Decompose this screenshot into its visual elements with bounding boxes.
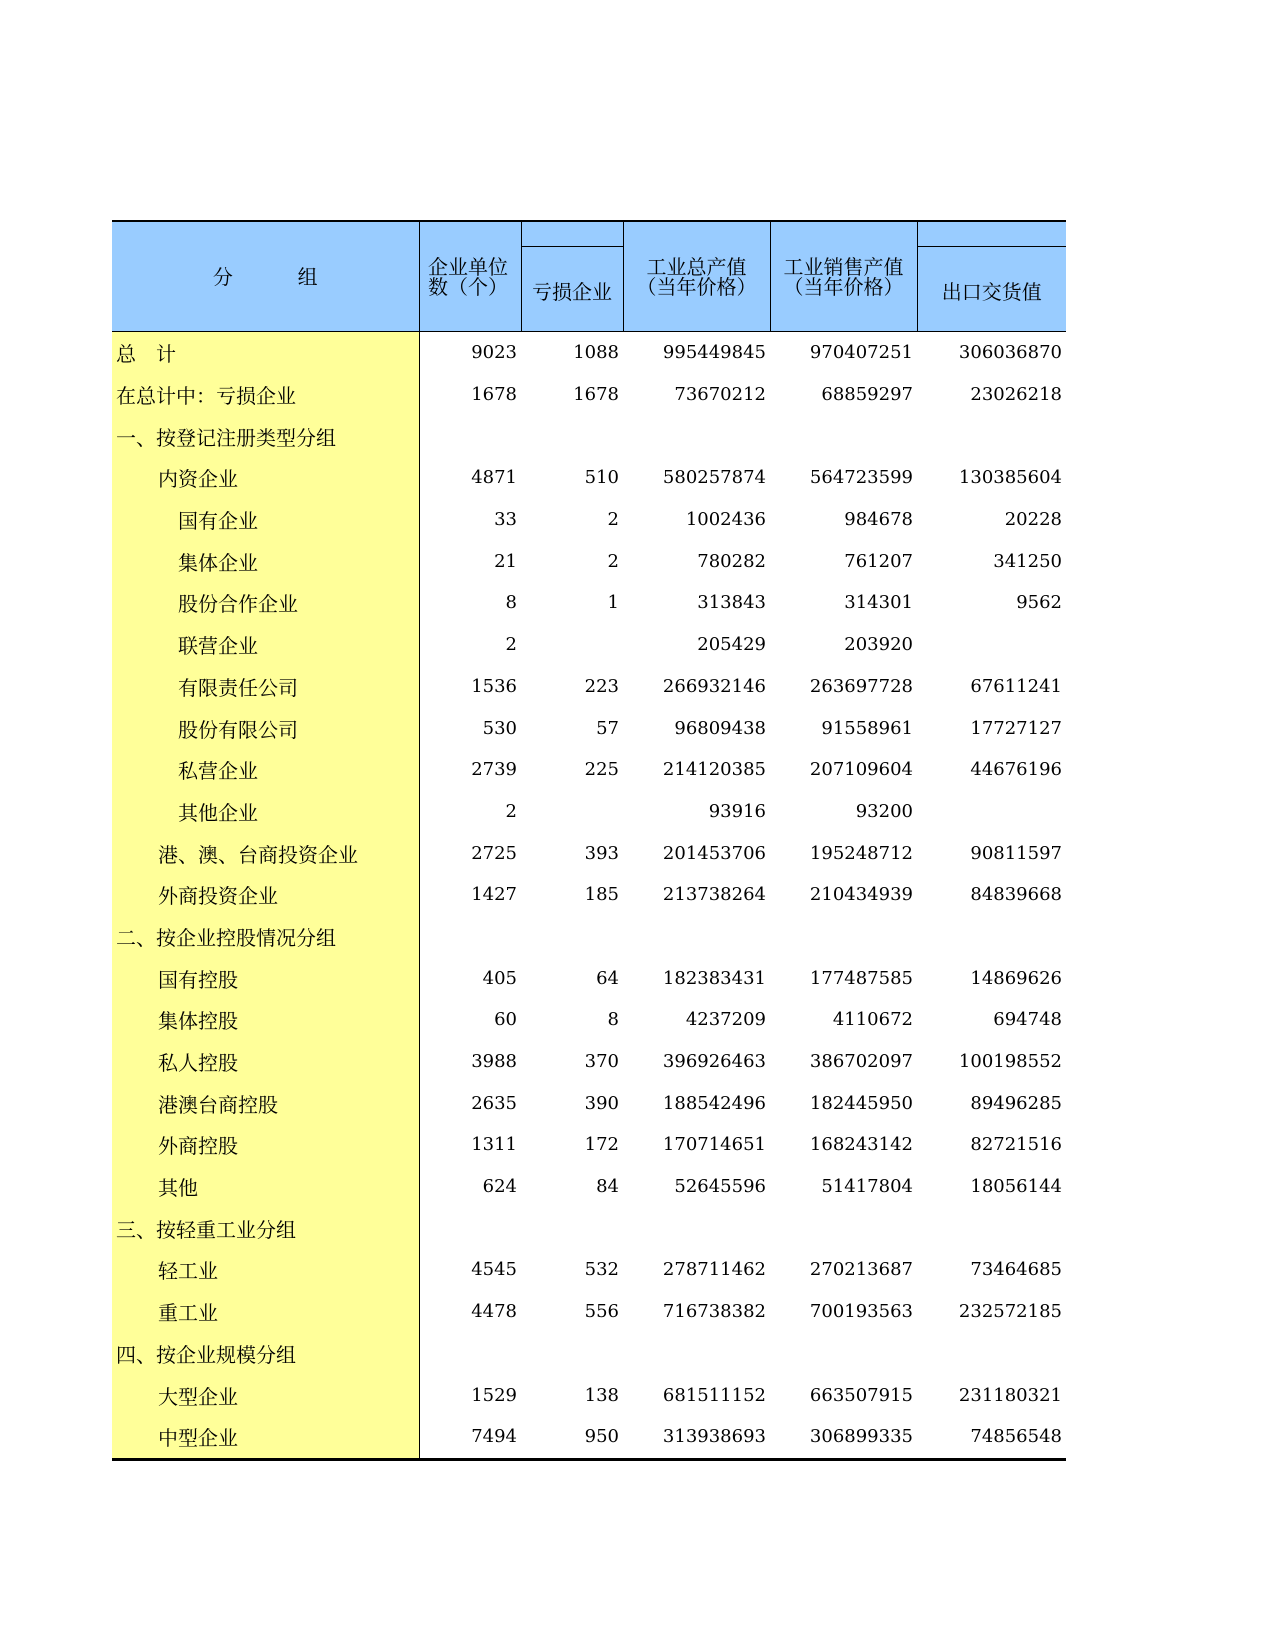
loss-enterprise-header: 亏损企业 (521, 247, 623, 332)
statistics-table (112, 220, 1066, 1461)
table-row (112, 374, 1066, 416)
row-value-col5: 100198552 (958, 1051, 1062, 1073)
enterprise-count-header (419, 221, 521, 332)
row-value-col2: 64 (596, 967, 619, 989)
row-value-col2: 510 (584, 467, 619, 489)
row-label: 其他 (112, 1166, 419, 1208)
row-value-col1: 1529 (471, 1384, 517, 1406)
row-value-col3: 205429 (697, 634, 766, 656)
row-value-col4 (770, 415, 917, 457)
table-row (112, 957, 1066, 999)
row-value-col4: 93200 (855, 800, 913, 822)
row-value-col3: 396926463 (662, 1051, 766, 1073)
row-value-col2: 1 (607, 592, 619, 614)
row-label: 一、按登记注册类型分组 (112, 415, 419, 457)
table-body (112, 332, 1066, 1460)
row-value-col1: 530 (482, 717, 517, 739)
row-value-col2: 2 (607, 509, 619, 531)
row-value-col3: 52645596 (674, 1176, 766, 1198)
row-value-col4: 386702097 (809, 1051, 913, 1073)
row-value-col3: 201453706 (662, 842, 766, 864)
row-value-col4 (770, 1333, 917, 1375)
table-row (112, 1041, 1066, 1083)
row-value-col2: 370 (584, 1051, 619, 1073)
row-value-col4: 182445950 (809, 1092, 913, 1114)
row-value-col3: 73670212 (674, 384, 766, 406)
table-row (112, 916, 1066, 958)
row-value-col4 (770, 916, 917, 958)
header-spacer (521, 221, 623, 247)
row-value-col4: 207109604 (809, 759, 913, 781)
row-value-col1 (419, 1207, 521, 1249)
row-value-col4: 51417804 (821, 1176, 913, 1198)
row-value-col2: 223 (584, 675, 619, 697)
table-row (112, 832, 1066, 874)
row-label: 中型企业 (112, 1416, 419, 1459)
table-row (112, 1124, 1066, 1166)
row-label: 股份合作企业 (112, 582, 419, 624)
row-value-col3 (623, 415, 770, 457)
row-value-col2 (521, 1207, 623, 1249)
row-label: 三、按轻重工业分组 (112, 1207, 419, 1249)
row-value-col2: 393 (584, 842, 619, 864)
row-value-col2 (521, 916, 623, 958)
row-value-col3: 278711462 (662, 1259, 766, 1281)
row-value-col4: 970407251 (809, 342, 913, 364)
row-value-col2: 185 (584, 884, 619, 906)
row-value-col5: 84839668 (970, 884, 1062, 906)
row-value-col3: 213738264 (662, 884, 766, 906)
sales-output-header-text: 工业销售产值（当年价格） (783, 254, 904, 299)
row-value-col5 (917, 791, 1066, 833)
table-row (112, 457, 1066, 499)
row-value-col1 (419, 916, 521, 958)
row-value-col5 (917, 624, 1066, 666)
row-value-col5: 306036870 (958, 342, 1062, 364)
row-value-col3: 188542496 (662, 1092, 766, 1114)
row-label: 私人控股 (112, 1041, 419, 1083)
row-value-col5 (917, 1207, 1066, 1249)
sales-output-header (770, 221, 917, 332)
row-value-col5: 341250 (993, 550, 1062, 572)
row-value-col5: 74856548 (917, 1416, 1066, 1459)
row-value-col1: 4545 (471, 1259, 517, 1281)
table-row (112, 1082, 1066, 1124)
row-value-col2: 172 (584, 1134, 619, 1156)
row-label: 有限责任公司 (112, 666, 419, 708)
row-value-col5: 14869626 (970, 967, 1062, 989)
table-row (112, 1249, 1066, 1291)
row-value-col2 (521, 415, 623, 457)
row-value-col2: 390 (584, 1092, 619, 1114)
table-row (112, 749, 1066, 791)
row-value-col4: 270213687 (809, 1259, 913, 1281)
row-value-col3: 580257874 (662, 467, 766, 489)
row-label: 其他企业 (112, 791, 419, 833)
group-header-char-2: 组 (297, 264, 318, 289)
row-value-col4: 168243142 (809, 1134, 913, 1156)
row-value-col1: 33 (494, 509, 517, 531)
row-value-col3 (623, 1207, 770, 1249)
enterprise-count-header-text: 企业单位数（个） (428, 254, 508, 299)
row-value-col5 (917, 415, 1066, 457)
row-value-col5 (917, 916, 1066, 958)
row-value-col1: 2725 (471, 842, 517, 864)
row-value-col4: 210434939 (809, 884, 913, 906)
row-value-col4: 68859297 (821, 384, 913, 406)
row-value-col3 (623, 1333, 770, 1375)
row-value-col5: 130385604 (958, 467, 1062, 489)
row-value-col1: 405 (482, 967, 517, 989)
row-value-col1: 624 (482, 1176, 517, 1198)
row-value-col5: 20228 (1004, 509, 1062, 531)
table-row (112, 874, 1066, 916)
row-value-col4: 4110672 (832, 1009, 913, 1031)
row-value-col3: 313843 (697, 592, 766, 614)
row-label: 在总计中：亏损企业 (112, 374, 419, 416)
header-spacer-2 (917, 221, 1066, 247)
row-label: 轻工业 (112, 1249, 419, 1291)
row-value-col5: 231180321 (958, 1384, 1062, 1406)
row-label: 集体企业 (112, 540, 419, 582)
row-label: 联营企业 (112, 624, 419, 666)
row-value-col2: 138 (584, 1384, 619, 1406)
row-value-col1: 2 (505, 800, 517, 822)
row-value-col3: 182383431 (662, 967, 766, 989)
row-value-col1 (419, 1333, 521, 1375)
table-row (112, 415, 1066, 457)
gross-output-header-text: 工业总产值（当年价格） (636, 254, 757, 299)
row-value-col4: 700193563 (809, 1301, 913, 1323)
row-value-col5: 9562 (1016, 592, 1062, 614)
row-value-col5: 82721516 (970, 1134, 1062, 1156)
row-value-col3: 681511152 (662, 1384, 766, 1406)
row-value-col1: 21 (494, 550, 517, 572)
row-value-col2 (521, 791, 623, 833)
group-header-char-1: 分 (212, 264, 233, 289)
table-row (112, 666, 1066, 708)
row-label: 外商控股 (112, 1124, 419, 1166)
row-value-col1 (419, 415, 521, 457)
row-label: 私营企业 (112, 749, 419, 791)
row-value-col4: 177487585 (809, 967, 913, 989)
row-value-col4: 663507915 (809, 1384, 913, 1406)
row-value-col5 (917, 1333, 1066, 1375)
row-value-col4: 195248712 (809, 842, 913, 864)
row-value-col2: 532 (584, 1259, 619, 1281)
table-row (112, 540, 1066, 582)
table-row (112, 707, 1066, 749)
row-value-col4 (770, 1207, 917, 1249)
row-label: 股份有限公司 (112, 707, 419, 749)
row-value-col1: 3988 (471, 1051, 517, 1073)
row-value-col2: 84 (596, 1176, 619, 1198)
row-value-col1: 4871 (471, 467, 517, 489)
row-value-col3: 170714651 (662, 1134, 766, 1156)
row-label: 国有企业 (112, 499, 419, 541)
row-value-col2: 225 (584, 759, 619, 781)
row-value-col1: 4478 (471, 1301, 517, 1323)
row-value-col4: 263697728 (809, 675, 913, 697)
row-value-col1: 1678 (471, 384, 517, 406)
table-row (112, 582, 1066, 624)
row-value-col5: 18056144 (970, 1176, 1062, 1198)
row-value-col1: 9023 (471, 342, 517, 364)
row-value-col4: 306899335 (770, 1416, 917, 1459)
export-value-header: 出口交货值 (917, 247, 1066, 332)
row-value-col3: 313938693 (623, 1416, 770, 1459)
row-label: 二、按企业控股情况分组 (112, 916, 419, 958)
row-value-col4: 314301 (844, 592, 913, 614)
row-value-col1: 1536 (471, 675, 517, 697)
row-value-col1: 1311 (471, 1134, 517, 1156)
row-value-col5: 17727127 (970, 717, 1062, 739)
row-label: 国有控股 (112, 957, 419, 999)
row-label: 港、澳、台商投资企业 (112, 832, 419, 874)
row-value-col3: 214120385 (662, 759, 766, 781)
table-row (112, 499, 1066, 541)
statistics-table-sheet (112, 220, 1066, 1461)
table-row (112, 1166, 1066, 1208)
row-value-col3: 266932146 (662, 675, 766, 697)
row-value-col3 (623, 916, 770, 958)
row-value-col3: 780282 (697, 550, 766, 572)
table-row (112, 1291, 1066, 1333)
row-value-col3: 96809438 (674, 717, 766, 739)
table-row (112, 332, 1066, 374)
row-label: 港澳台商控股 (112, 1082, 419, 1124)
row-value-col2: 2 (607, 550, 619, 572)
row-value-col3: 995449845 (662, 342, 766, 364)
row-value-col5: 67611241 (970, 675, 1062, 697)
row-value-col2: 8 (607, 1009, 619, 1031)
row-value-col1: 1427 (471, 884, 517, 906)
table-row (112, 1207, 1066, 1249)
row-label: 重工业 (112, 1291, 419, 1333)
row-value-col1: 7494 (419, 1416, 521, 1459)
row-value-col2: 556 (584, 1301, 619, 1323)
row-label: 总 计 (112, 332, 419, 374)
table-row (112, 624, 1066, 666)
row-label: 大型企业 (112, 1374, 419, 1416)
table-row (112, 999, 1066, 1041)
row-value-col4: 761207 (844, 550, 913, 572)
row-value-col2: 950 (521, 1416, 623, 1459)
row-value-col5: 89496285 (970, 1092, 1062, 1114)
table-header (112, 221, 1066, 332)
row-value-col4: 564723599 (809, 467, 913, 489)
row-value-col2: 57 (596, 717, 619, 739)
table-row (112, 1333, 1066, 1375)
row-value-col3: 93916 (708, 800, 766, 822)
row-label: 集体控股 (112, 999, 419, 1041)
table-row (112, 791, 1066, 833)
row-value-col2: 1678 (573, 384, 619, 406)
row-value-col5: 694748 (993, 1009, 1062, 1031)
gross-output-header (623, 221, 770, 332)
row-value-col5: 23026218 (970, 384, 1062, 406)
row-value-col3: 1002436 (685, 509, 766, 531)
row-value-col1: 2635 (471, 1092, 517, 1114)
row-value-col2 (521, 624, 623, 666)
group-column-header (112, 221, 419, 332)
row-value-col5: 73464685 (970, 1259, 1062, 1281)
row-value-col3: 4237209 (685, 1009, 766, 1031)
table-row (112, 1416, 1066, 1459)
row-value-col5: 232572185 (958, 1301, 1062, 1323)
row-value-col1: 60 (494, 1009, 517, 1031)
row-value-col1: 2739 (471, 759, 517, 781)
row-value-col2 (521, 1333, 623, 1375)
row-value-col2: 1088 (573, 342, 619, 364)
row-value-col4: 91558961 (821, 717, 913, 739)
row-value-col5: 90811597 (970, 842, 1062, 864)
row-label: 外商投资企业 (112, 874, 419, 916)
row-value-col4: 984678 (844, 509, 913, 531)
row-value-col1: 8 (505, 592, 517, 614)
row-value-col3: 716738382 (662, 1301, 766, 1323)
row-label: 内资企业 (112, 457, 419, 499)
table-row (112, 1374, 1066, 1416)
row-label: 四、按企业规模分组 (112, 1333, 419, 1375)
row-value-col4: 203920 (844, 634, 913, 656)
row-value-col1: 2 (505, 634, 517, 656)
row-value-col5: 44676196 (970, 759, 1062, 781)
